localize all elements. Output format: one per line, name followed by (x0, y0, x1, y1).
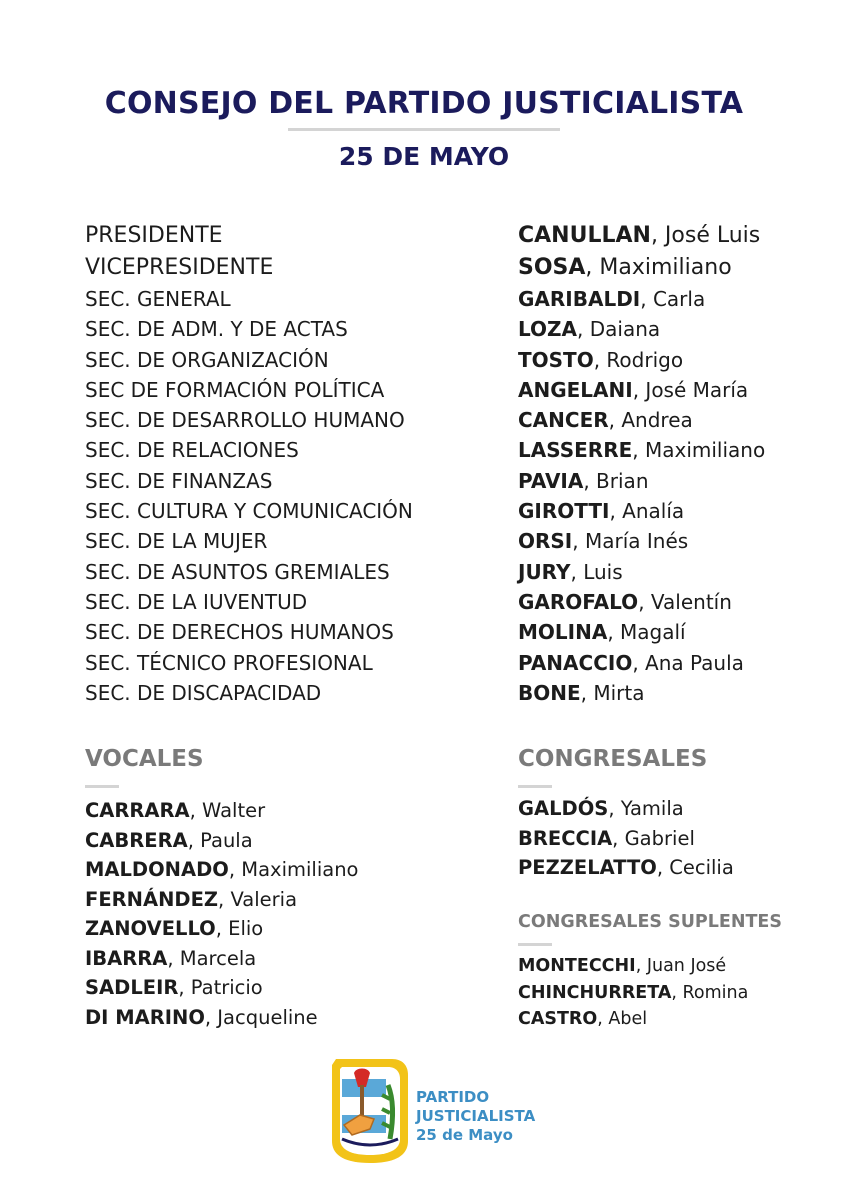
council-role: SEC. DE LA MUJER (85, 529, 268, 554)
logo-line-2: JUSTICIALISTA (416, 1107, 536, 1125)
member-surname: ZANOVELLO (85, 917, 216, 940)
member-given-name: , Analía (609, 499, 685, 524)
council-member (518, 405, 765, 435)
member-given-name: , Valentín (638, 589, 732, 614)
vocales-member (85, 914, 359, 944)
suplentes-member (518, 980, 748, 1007)
member-surname: BONE (518, 680, 581, 705)
member-given-name: , Juan José (635, 956, 727, 976)
council-role: SEC. DE DESARROLLO HUMANO (85, 408, 405, 433)
vocales-member (85, 796, 359, 826)
member-surname: SOSA (518, 255, 586, 280)
council-role: SEC. DE ASUNTOS GREMIALES (85, 559, 390, 584)
council-role: PRESIDENTE (85, 223, 223, 248)
council-role: SEC. DE ORGANIZACIÓN (85, 347, 329, 372)
member-surname: GARIBALDI (518, 287, 641, 311)
council-role: SEC. DE DERECHOS HUMANOS (85, 620, 394, 645)
council-members (518, 220, 765, 708)
council-roles (85, 220, 413, 708)
congresales-list (518, 794, 734, 883)
member-given-name: , Yamila (608, 797, 684, 820)
title-divider (288, 128, 560, 131)
suplentes-title: CONGRESALES SUPLENTES (518, 912, 782, 932)
council-member (518, 284, 765, 314)
member-surname: GAROFALO (518, 589, 639, 614)
member-given-name: , Daiana (577, 317, 661, 342)
member-surname: SADLEIR (85, 976, 179, 999)
council-member (518, 375, 765, 405)
member-surname: CANULLAN (518, 223, 651, 248)
council-role: SEC. DE ADM. Y DE ACTAS (85, 317, 348, 342)
member-given-name: , Abel (597, 1009, 648, 1029)
vocales-title: VOCALES (85, 746, 204, 772)
member-given-name: , Marcela (167, 946, 257, 970)
member-surname: GIROTTI (518, 499, 610, 524)
vocales-member (85, 826, 359, 856)
member-surname: JURY (518, 559, 571, 584)
member-surname: ORSI (518, 529, 573, 554)
council-member (518, 496, 765, 526)
member-given-name: , Paula (187, 828, 253, 852)
council-role: SEC. DE DISCAPACIDAD (85, 680, 322, 705)
member-given-name: , Elio (215, 917, 264, 940)
member-given-name: , Mirta (580, 680, 645, 705)
congresales-member (518, 853, 734, 883)
member-given-name: , María Inés (572, 529, 689, 554)
member-surname: PANACCIO (518, 650, 633, 675)
logo-line-1: PARTIDO (416, 1088, 490, 1106)
member-given-name: , Luis (570, 559, 623, 584)
congresales-member (518, 794, 734, 824)
member-given-name: , Gabriel (612, 826, 695, 850)
council-member (518, 587, 765, 617)
page-subtitle: 25 DE MAYO (338, 142, 510, 171)
member-surname: LASSERRE (518, 438, 633, 463)
member-surname: TOSTO (518, 347, 594, 372)
member-surname: PEZZELATTO (518, 856, 657, 879)
page-title: CONSEJO DEL PARTIDO JUSTICIALISTA (104, 86, 744, 121)
member-given-name: , Maximiliano (632, 438, 766, 463)
suplentes-member (518, 953, 748, 980)
council-member (518, 220, 765, 252)
member-surname: CASTRO (518, 1009, 598, 1029)
vocales-member (85, 855, 359, 885)
council-role: SEC. TÉCNICO PROFESIONAL (85, 650, 373, 675)
congresales-divider (518, 785, 552, 788)
member-given-name: , Maximiliano (228, 858, 359, 881)
vocales-member (85, 1003, 359, 1033)
member-given-name: , Maximiliano (585, 255, 732, 280)
council-role: SEC. DE RELACIONES (85, 438, 299, 463)
member-surname: CHINCHURRETA (518, 982, 672, 1003)
member-surname: MALDONADO (85, 858, 229, 881)
member-given-name: , Andrea (608, 408, 693, 433)
congresales-member (518, 824, 734, 854)
logo-text (416, 1088, 535, 1145)
vocales-divider (85, 785, 119, 788)
member-given-name: , Jacqueline (204, 1005, 318, 1029)
council-member (518, 435, 765, 465)
member-given-name: , Cecilia (656, 856, 734, 879)
member-given-name: , Carla (640, 287, 706, 311)
suplentes-list (518, 953, 748, 1033)
council-member (518, 466, 765, 496)
vocales-member (85, 885, 359, 915)
council-member (518, 526, 765, 556)
member-given-name: , Walter (189, 799, 266, 822)
member-given-name: , Patricio (178, 976, 263, 999)
logo-line-3: 25 de Mayo (416, 1126, 513, 1144)
member-surname: CARRARA (85, 799, 190, 822)
member-surname: CABRERA (85, 828, 188, 852)
member-surname: BRECCIA (518, 826, 613, 850)
council-member (518, 557, 765, 587)
member-surname: CANCER (518, 408, 609, 433)
partido-justicialista-logo-icon (330, 1055, 410, 1167)
council-role: SEC. DE LA IUVENTUD (85, 589, 308, 614)
member-surname: PAVIA (518, 468, 584, 493)
vocales-member (85, 973, 359, 1003)
council-member (518, 617, 765, 647)
council-role: SEC. DE FINANZAS (85, 468, 273, 493)
council-member (518, 252, 765, 284)
member-given-name: , José Luis (650, 223, 761, 248)
member-given-name: , Ana Paula (632, 650, 744, 675)
member-given-name: , Magalí (607, 620, 686, 645)
council-role: SEC. CULTURA Y COMUNICACIÓN (85, 499, 413, 524)
vocales-list (85, 796, 359, 1032)
member-given-name: , Brian (583, 468, 649, 493)
member-given-name: , José María (632, 377, 749, 402)
suplentes-member (518, 1006, 748, 1033)
council-role: SEC. GENERAL (85, 287, 231, 311)
member-surname: FERNÁNDEZ (85, 887, 219, 911)
member-surname: ANGELANI (518, 377, 633, 402)
member-surname: DI MARINO (85, 1005, 205, 1029)
council-member (518, 648, 765, 678)
member-surname: GALDÓS (518, 797, 609, 820)
vocales-member (85, 944, 359, 974)
council-role: SEC DE FORMACIÓN POLÍTICA (85, 377, 385, 402)
congresales-title: CONGRESALES (518, 746, 708, 772)
member-surname: MOLINA (518, 620, 608, 645)
member-given-name: , Rodrigo (593, 347, 684, 372)
council-role: VICEPRESIDENTE (85, 255, 274, 280)
council-member (518, 345, 765, 375)
member-surname: MONTECCHI (518, 956, 636, 976)
member-surname: IBARRA (85, 946, 168, 970)
member-given-name: , Valeria (218, 887, 298, 911)
member-surname: LOZA (518, 317, 578, 342)
suplentes-divider (518, 943, 552, 946)
council-member (518, 678, 765, 708)
member-given-name: , Romina (671, 982, 749, 1003)
council-member (518, 314, 765, 344)
